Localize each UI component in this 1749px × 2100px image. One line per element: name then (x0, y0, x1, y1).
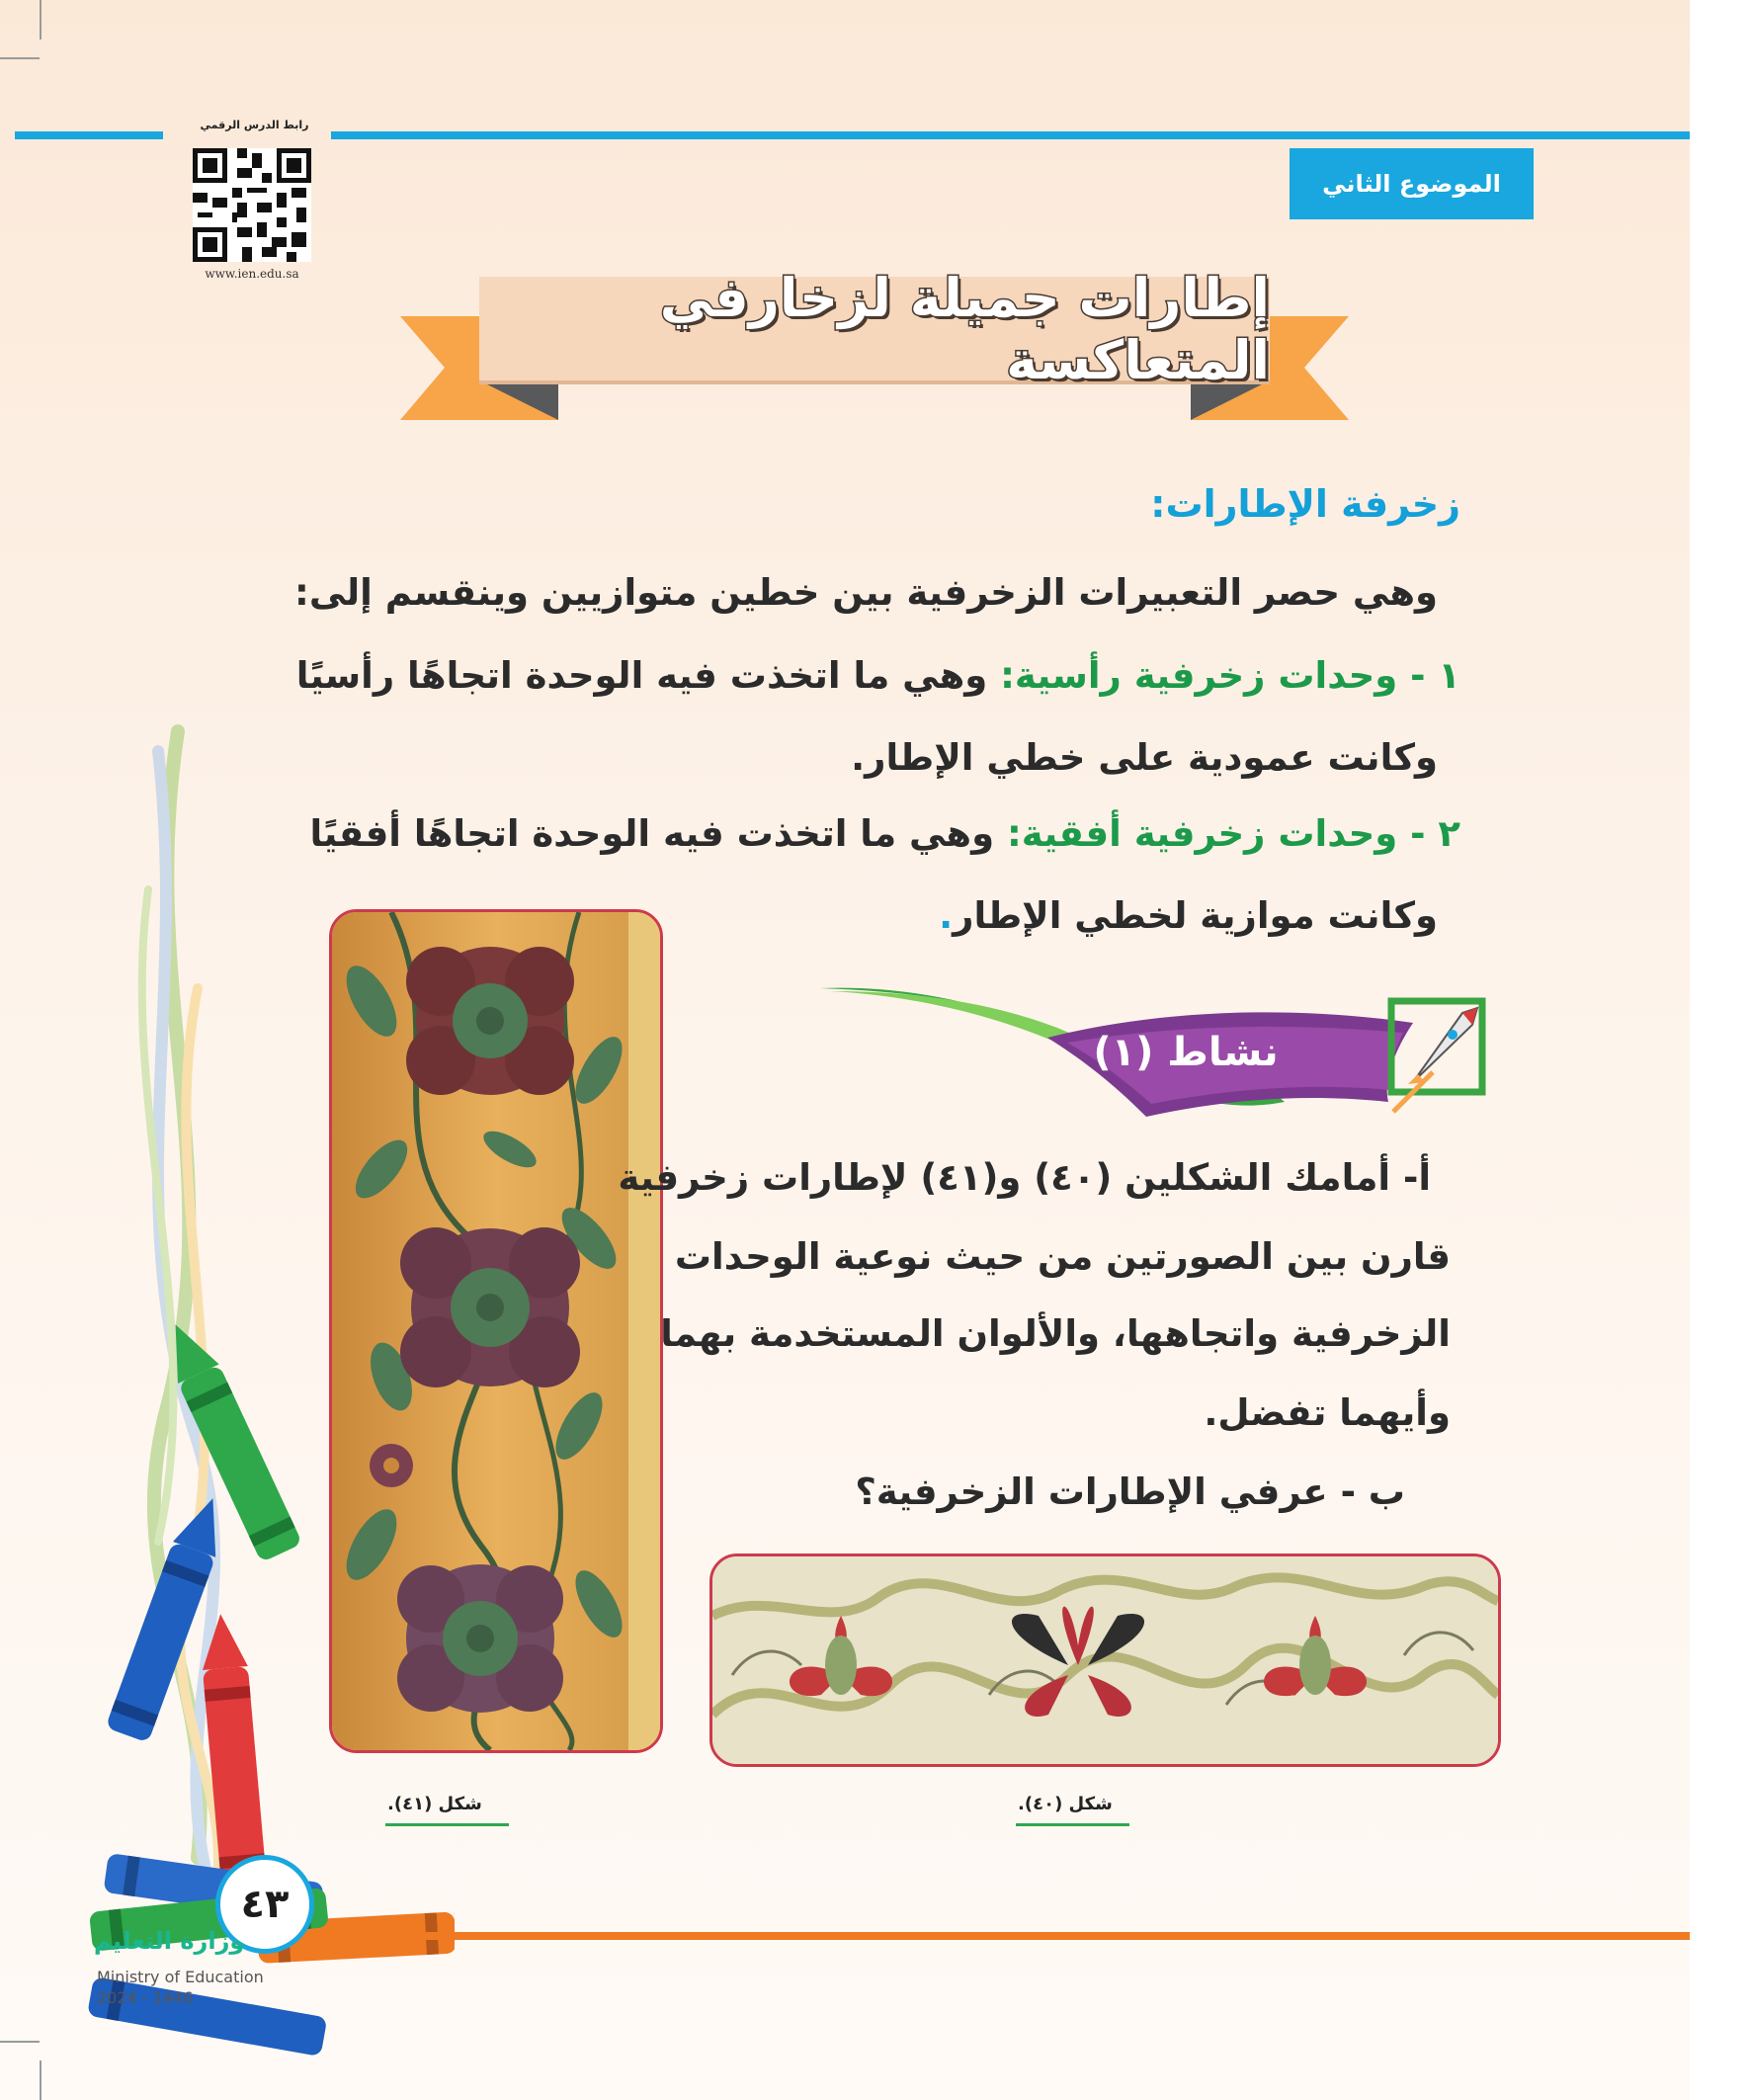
item1-number: ١ - (1410, 654, 1460, 697)
topic-tab: الموضوع الثاني (1290, 148, 1534, 219)
activity-a-line2: قارن بين الصورتين من حيث نوعية الوحدات (674, 1235, 1451, 1278)
top-rule-right (331, 131, 1690, 139)
figure-40-caption: شكل (٤٠). (1018, 1794, 1113, 1814)
crop-mark (40, 0, 42, 40)
item2-number: ٢ - (1410, 812, 1460, 855)
edition-year: 2024 - 1446 (97, 1988, 194, 2007)
page-number: ٤٣ (215, 1855, 314, 1954)
item2-text-2: وكانت موازية لخطي الإطار (953, 894, 1438, 937)
figure-40-horizontal-frame (709, 1554, 1501, 1767)
crop-mark (0, 57, 40, 59)
item1-text: وهي ما اتخذت فيه الوحدة اتجاهًا رأسيًا (295, 654, 988, 697)
item2-end: . (939, 894, 954, 937)
qr-caption: رابط الدرس الرقمي (200, 119, 309, 131)
activity-a-line3: الزخرفية واتجاهها، والألوان المستخدمة بهما (660, 1312, 1451, 1355)
green-crayon-icon (155, 1315, 302, 1563)
title-banner (400, 266, 1349, 420)
figure-41-caption: شكل (٤١). (387, 1794, 482, 1814)
ministry-logo-english: Ministry of Education (97, 1968, 264, 1986)
ministry-logo-arabic: وزارة التعليم (94, 1927, 245, 1955)
item2-line2 (939, 894, 1438, 937)
item1-line2: وكانت عمودية على خطي الإطار. (851, 736, 1438, 779)
section-heading: زخرفة الإطارات: (1150, 482, 1460, 526)
item2-line1 (309, 812, 1460, 855)
horizontal-floral-image (712, 1556, 1498, 1764)
item2-text: وهي ما اتخذت فيه الوحدة اتجاهًا أفقيًا (309, 812, 995, 855)
activity-b-line: ب - عرفي الإطارات الزخرفية؟ (855, 1470, 1405, 1513)
bottom-rule (425, 1932, 1690, 1940)
activity-a-line1: أ- أمامك الشكلين (٤٠) و(٤١) لإطارات زخرفية (618, 1156, 1431, 1199)
qr-url[interactable]: www.ien.edu.sa (205, 267, 299, 281)
banner-body (479, 266, 1270, 391)
item2-label: وحدات زخرفية أفقية: (1006, 812, 1398, 855)
activity-label: نشاط (١) (1093, 1030, 1279, 1075)
figure-40-caption-underline (1016, 1823, 1129, 1826)
top-rule-left (15, 131, 163, 139)
item1-line1 (296, 654, 1460, 697)
activity-a-line4: وأيهما تفضل. (1204, 1391, 1451, 1434)
qr-code-icon[interactable] (193, 148, 311, 262)
item1-label: وحدات زخرفية رأسية: (1000, 654, 1398, 697)
intro-line: وهي حصر التعبيرات الزخرفية بين خطين متوازيين وينقسم إلى: (294, 571, 1438, 614)
red-crayon-icon (198, 1612, 267, 1887)
rocket-icon (1391, 1001, 1482, 1112)
page-title: إطارات جميلة لزخارفي المتعاكسة (659, 266, 1270, 391)
